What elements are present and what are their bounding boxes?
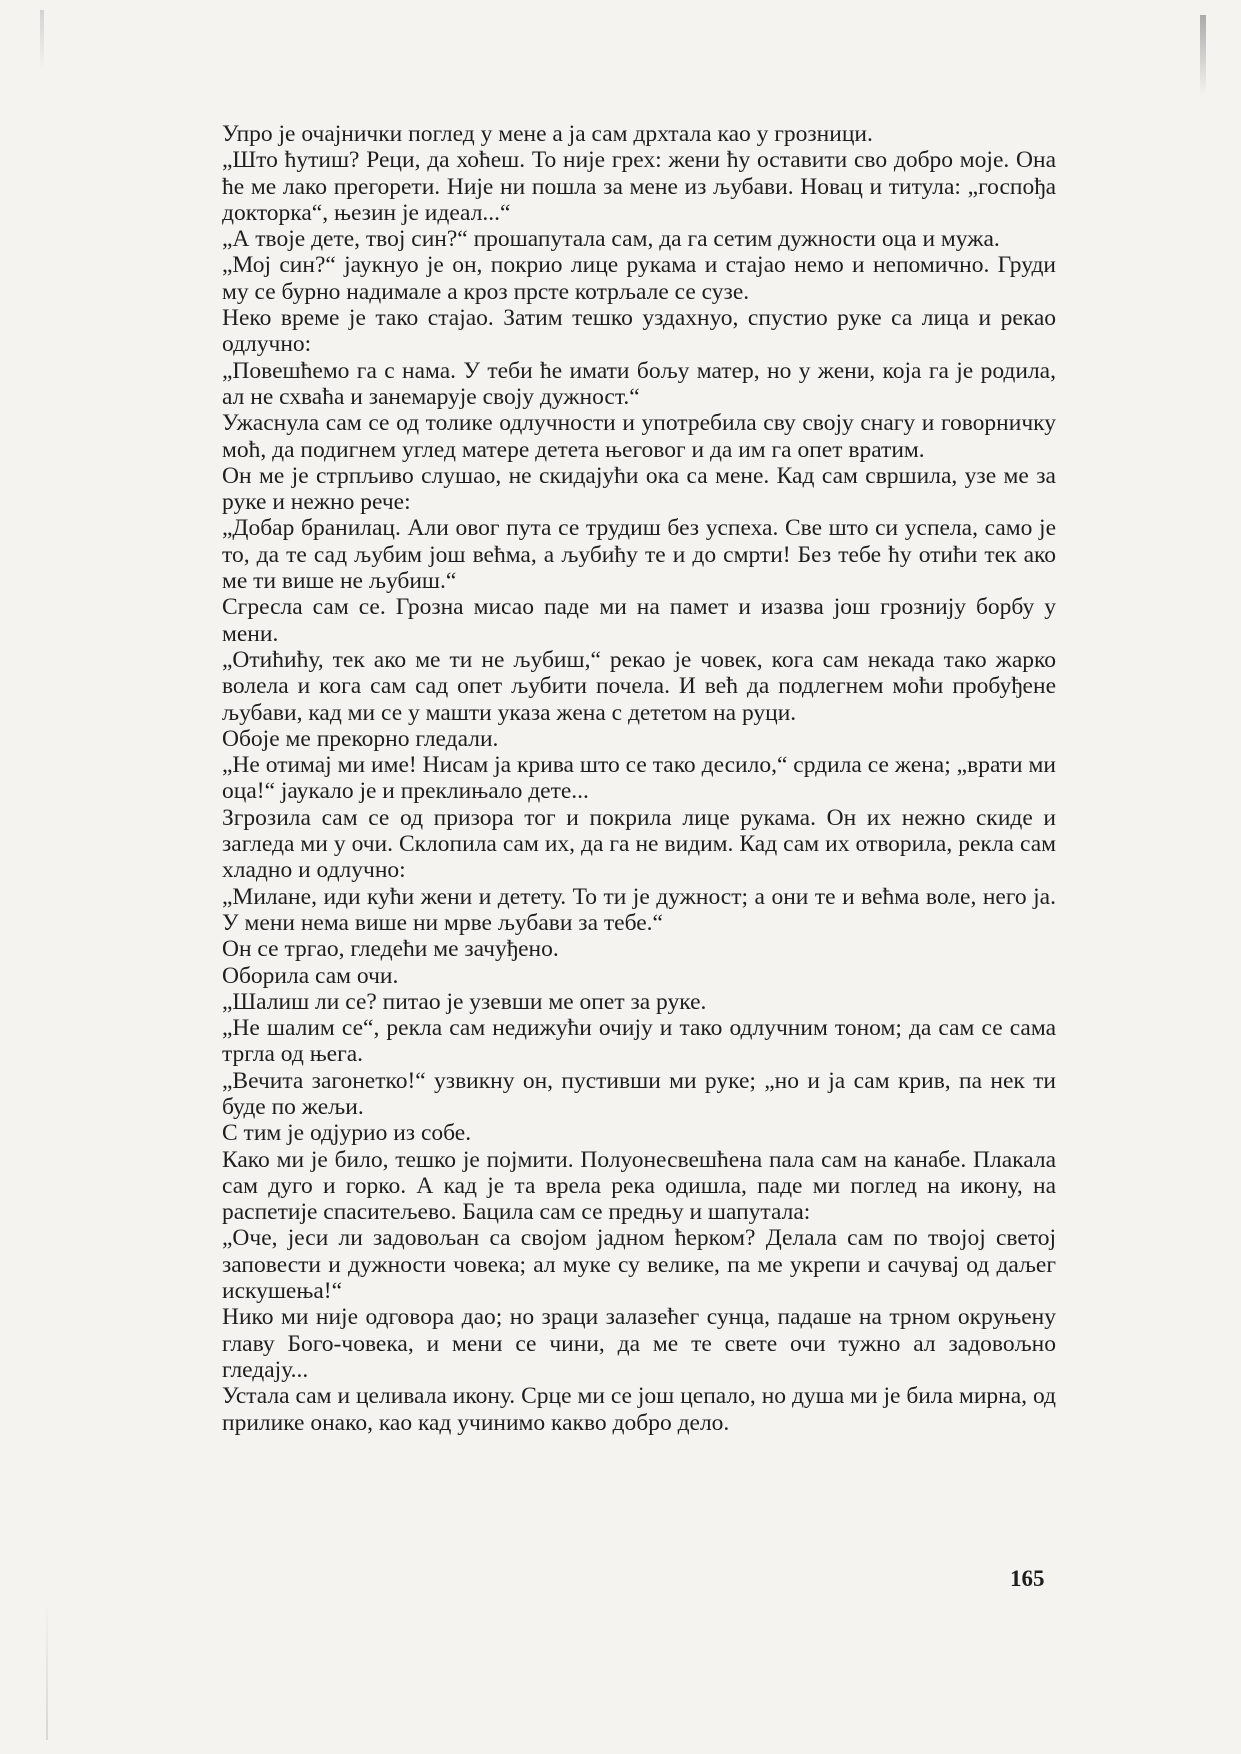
page-body bbox=[222, 121, 1056, 1436]
paragraph: Упро је очајнички поглед у мене а ја сам дрхтала као у грозници. bbox=[222, 121, 873, 147]
paragraph: „Отићићу, тек ако ме ти не љубиш,“ рекао је човек, кога сам некада тако жарко волела и кога сам сад опет љубити почела. И већ да подлегнем моћи пробуђене љубави, кад ми се у машти указа жена с дететом на руци. bbox=[222, 646, 1056, 726]
scan-edge-mark bbox=[40, 10, 44, 70]
paragraph: Обоје ме прекорно гледали. bbox=[222, 725, 499, 752]
paragraph: Неко време је тако стајао. Затим тешко уздахнуо, спустио руке са лица и рекао одлучно: bbox=[222, 305, 1056, 358]
paragraph: Он ме је стрпљиво слушао, не скидајући ока са мене. Кад сам свршила, узе ме за руке и нежно рече: bbox=[222, 462, 1056, 516]
paragraph: Устала сам и целивала икону. Срце ми се још цепало, но душа ми је била мирна, од прилике онако, као кад учинимо какво добро дело. bbox=[222, 1383, 1056, 1436]
paragraph: „Не отимај ми име! Нисам ја крива што се тако десило,“ срдила се жена; „врати ми оца!“ јаукало је и преклињало дете... bbox=[222, 752, 1056, 805]
paragraph: „Вечита загонетко!“ узвикну он, пустивши ми руке; „но и ја сам крив, па нек ти буде по жељи. bbox=[222, 1067, 1056, 1120]
scan-edge-mark bbox=[46, 1600, 48, 1740]
paragraph: Како ми је било, тешко је појмити. Полуонесвешћена пала сам на канабе. Плакала сам дуго и горко. А кад је та врела река одишла, паде ми поглед на икону, на распетије спаситељево. Бацила сам се предњу и шапутала: bbox=[222, 1146, 1056, 1226]
scan-edge-mark bbox=[1200, 15, 1206, 95]
paragraph: С тим је одјурио из собе. bbox=[222, 1120, 472, 1147]
paragraph: „Оче, јеси ли задовољан са својом јадном ћерком? Делала сам по твојој светој заповести и дужности човека; ал муке су велике, па ме укрепи и сачувај од даљег искушења!“ bbox=[222, 1225, 1056, 1305]
paragraph: Ужаснула сам се од толике одлучности и употребила сву своју снагу и говорничку моћ, да подигнем углед матере детета његовог и да им га опет вратим. bbox=[222, 410, 1056, 463]
paragraph: Сгресла сам се. Грозна мисао паде ми на памет и изазва још грознију борбу у мени. bbox=[222, 594, 1056, 647]
paragraph: „Повешћемо га с нама. У теби ће имати бољу матер, но у жени, која га је родила, ал не схваћа и занемарује своју дужност.“ bbox=[222, 357, 1056, 410]
paragraph: „Што ћутиш? Реци, да хоћеш. То није грех: жени ћу оставити сво добро моје. Она ће ме лако прегорети. Није ни пошла за мене из љубави. Новац и титула: „госпођа докторка“, њезин је идеал...“ bbox=[222, 147, 1056, 226]
paragraph: „А твоје дете, твој син?“ прошапутала сам, да га сетим дужности оца и мужа. bbox=[222, 226, 1000, 253]
paragraph: „Милане, иди кући жени и детету. То ти је дужност; а они те и већма воле, него ја. У мени нема више ни мрве љубави за тебе.“ bbox=[222, 883, 1056, 936]
paragraph: Згрозила сам се од призора тог и покрила лице рукама. Он их нежно скиде и загледа ми у очи. Склопила сам их, да га не видим. Кад сам их отворила, рекла сам хладно и одлучно: bbox=[222, 804, 1056, 884]
page-number: 165 bbox=[1010, 1566, 1045, 1591]
paragraph: „Мој син?“ јаукнуо је он, покрио лице рукама и стајао немо и непомично. Груди му се бурно надимале а кроз прсте котрљале се сузе. bbox=[222, 252, 1056, 305]
paragraph: „Шалиш ли се? питао је узевши ме опет за руке. bbox=[222, 988, 707, 1015]
paragraph: „Добар бранилац. Али овог пута се трудиш без успеха. Све што си успела, само је то, да те сад љубим још већма, а љубићу те и до смрти! Без тебе ћу отићи тек ако ме ти више не љубиш.“ bbox=[222, 515, 1056, 595]
paragraph: „Не шалим се“, рекла сам недижући очију и тако одлучним тоном; да сам се сама тргла од њега. bbox=[222, 1015, 1056, 1068]
paragraph: Оборила сам очи. bbox=[222, 962, 399, 989]
paragraph: Он се тргао, гледећи ме зачуђено. bbox=[222, 936, 559, 963]
paragraph: Нико ми није одговора дао; но зраци залазећег сунца, падаше на трном окруњену главу Бого-човека, и мени се чини, да ме те свете очи тужно ал задовољно гледају... bbox=[222, 1304, 1056, 1383]
